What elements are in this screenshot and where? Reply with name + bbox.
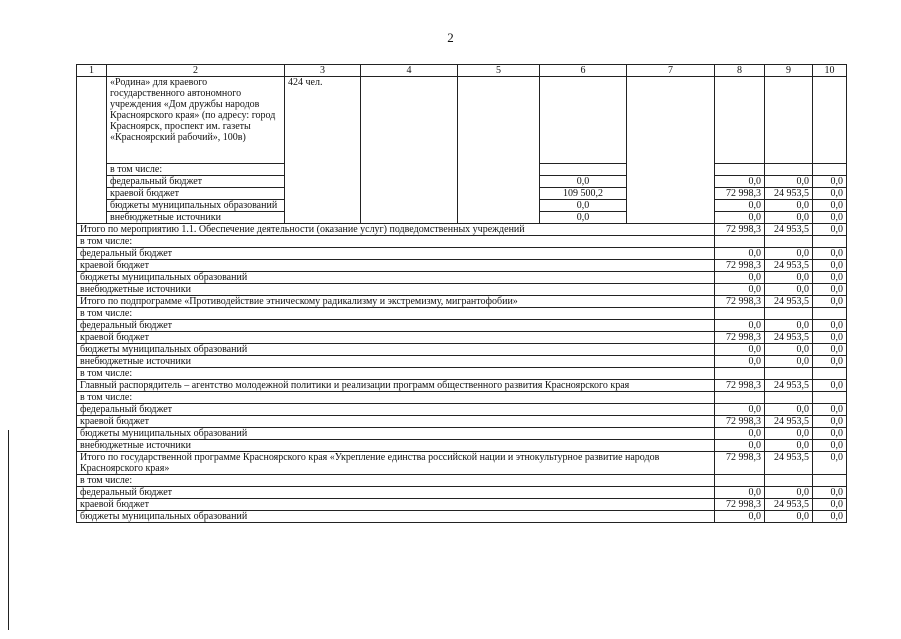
summary-row: [77, 284, 847, 296]
col10-value: 0,0: [813, 260, 847, 272]
col9-value: 0,0: [765, 356, 813, 368]
col9-value: 0,0: [765, 344, 813, 356]
col10-value: 0,0: [813, 440, 847, 452]
col8-value: 0,0: [715, 284, 765, 296]
summary-row: [77, 475, 847, 487]
col6-value: 0,0: [540, 200, 627, 212]
budget-table: [76, 64, 847, 523]
col10-value: 0,0: [813, 452, 847, 475]
summary-row: [77, 356, 847, 368]
empty-cell: [627, 77, 715, 224]
page-number: 2: [447, 30, 454, 45]
col9-value: 0,0: [765, 212, 813, 224]
object-row: [77, 77, 847, 164]
summary-row: [77, 487, 847, 499]
summary-row: [77, 428, 847, 440]
col10-value: [813, 475, 847, 487]
column-number: 6: [540, 65, 627, 77]
col9-value: 24 953,5: [765, 224, 813, 236]
empty-cell: [77, 77, 107, 224]
col9-value: 0,0: [765, 248, 813, 260]
col10-value: 0,0: [813, 320, 847, 332]
col10-value: [813, 236, 847, 248]
col10-value: 0,0: [813, 344, 847, 356]
column-number: 9: [765, 65, 813, 77]
summary-row: [77, 332, 847, 344]
column-number: 3: [285, 65, 361, 77]
col10-value: 0,0: [813, 176, 847, 188]
col8-value: 0,0: [715, 344, 765, 356]
summary-row: [77, 392, 847, 404]
col9-value: [765, 308, 813, 320]
col9-value: [765, 392, 813, 404]
col8-value: 0,0: [715, 428, 765, 440]
table-body: [77, 65, 847, 523]
empty-cell: [458, 77, 540, 224]
source-label: краевой бюджет: [107, 188, 285, 200]
column-number: 2: [107, 65, 285, 77]
col9-value: 0,0: [765, 440, 813, 452]
col9-value: 0,0: [765, 176, 813, 188]
col10-value: 0,0: [813, 188, 847, 200]
summary-label: федеральный бюджет: [77, 404, 715, 416]
col8-value: 0,0: [715, 248, 765, 260]
col8-value: 72 998,3: [715, 224, 765, 236]
col8-value: 72 998,3: [715, 296, 765, 308]
summary-row: [77, 499, 847, 511]
summary-label: в том числе:: [77, 368, 715, 380]
col10-value: [813, 308, 847, 320]
summary-label: бюджеты муниципальных образований: [77, 344, 715, 356]
summary-label: в том числе:: [77, 308, 715, 320]
summary-row: [77, 224, 847, 236]
col10-value: 0,0: [813, 296, 847, 308]
col10-value: 0,0: [813, 380, 847, 392]
col8-value: [715, 236, 765, 248]
col6-value: 109 500,2: [540, 188, 627, 200]
summary-row: [77, 511, 847, 523]
summary-row: [77, 248, 847, 260]
column-number: 7: [627, 65, 715, 77]
col10-value: 0,0: [813, 224, 847, 236]
col9-value: 24 953,5: [765, 188, 813, 200]
summary-label: Главный распорядитель – агентство молодежной политики и реализации программ общественного развития Красноярского края: [77, 380, 715, 392]
col8-value: [715, 308, 765, 320]
summary-label: федеральный бюджет: [77, 487, 715, 499]
col10-value: 0,0: [813, 487, 847, 499]
summary-row: [77, 344, 847, 356]
col8-value: [715, 475, 765, 487]
col9-value: 24 953,5: [765, 380, 813, 392]
summary-row: [77, 272, 847, 284]
summary-label: Итого по подпрограмме «Противодействие этническому радикализму и экстремизму, мигрантофобии»: [77, 296, 715, 308]
col8-value: 72 998,3: [715, 332, 765, 344]
source-label: в том числе:: [107, 164, 285, 176]
col6-value: [540, 164, 627, 176]
col9-value: 0,0: [765, 428, 813, 440]
col10-value: 0,0: [813, 416, 847, 428]
col9-value: 0,0: [765, 200, 813, 212]
empty-cell: [765, 77, 813, 164]
col10-value: 0,0: [813, 356, 847, 368]
col9-value: 24 953,5: [765, 499, 813, 511]
col8-value: 72 998,3: [715, 416, 765, 428]
column-number: 10: [813, 65, 847, 77]
col8-value: 0,0: [715, 487, 765, 499]
col10-value: [813, 164, 847, 176]
summary-label: краевой бюджет: [77, 416, 715, 428]
column-number: 8: [715, 65, 765, 77]
col9-value: [765, 164, 813, 176]
col8-value: 0,0: [715, 320, 765, 332]
summary-row: [77, 452, 847, 475]
col6-value: 0,0: [540, 176, 627, 188]
column-number: 5: [458, 65, 540, 77]
col9-value: [765, 475, 813, 487]
col8-value: 0,0: [715, 200, 765, 212]
object-description: «Родина» для краевого государственного автономного учреждения «Дом дружбы народов Красноярского края» (по адресу: город Красноярск, проспект им. газеты «Красноярский рабочий», 100в): [107, 77, 285, 164]
col9-value: 0,0: [765, 272, 813, 284]
summary-label: бюджеты муниципальных образований: [77, 511, 715, 523]
summary-label: бюджеты муниципальных образований: [77, 272, 715, 284]
summary-label: внебюджетные источники: [77, 284, 715, 296]
col9-value: 24 953,5: [765, 296, 813, 308]
source-label: бюджеты муниципальных образований: [107, 200, 285, 212]
col10-value: 0,0: [813, 272, 847, 284]
empty-cell: [361, 77, 458, 224]
summary-label: в том числе:: [77, 392, 715, 404]
col8-value: 0,0: [715, 176, 765, 188]
col9-value: 24 953,5: [765, 452, 813, 475]
source-label: внебюджетные источники: [107, 212, 285, 224]
empty-cell: [540, 77, 627, 164]
col9-value: [765, 368, 813, 380]
col10-value: [813, 368, 847, 380]
col10-value: 0,0: [813, 499, 847, 511]
col8-value: 72 998,3: [715, 499, 765, 511]
column-number: 1: [77, 65, 107, 77]
column-number: 4: [361, 65, 458, 77]
col8-value: 0,0: [715, 440, 765, 452]
empty-cell: [813, 77, 847, 164]
col8-value: 0,0: [715, 511, 765, 523]
col9-value: 0,0: [765, 511, 813, 523]
column-number-row: [77, 65, 847, 77]
summary-label: федеральный бюджет: [77, 320, 715, 332]
col8-value: 72 998,3: [715, 188, 765, 200]
col10-value: 0,0: [813, 212, 847, 224]
col8-value: 72 998,3: [715, 260, 765, 272]
col9-value: 0,0: [765, 284, 813, 296]
col8-value: 72 998,3: [715, 452, 765, 475]
col9-value: 0,0: [765, 404, 813, 416]
summary-row: [77, 260, 847, 272]
col9-value: 0,0: [765, 487, 813, 499]
summary-row: [77, 368, 847, 380]
col10-value: 0,0: [813, 404, 847, 416]
margin-line: [8, 430, 9, 630]
summary-label: краевой бюджет: [77, 499, 715, 511]
summary-label: федеральный бюджет: [77, 248, 715, 260]
col10-value: 0,0: [813, 511, 847, 523]
summary-label: краевой бюджет: [77, 332, 715, 344]
summary-label: в том числе:: [77, 236, 715, 248]
source-label: федеральный бюджет: [107, 176, 285, 188]
col8-value: [715, 392, 765, 404]
summary-label: Итого по государственной программе Красноярского края «Укрепление единства российской нации и этнокультурное развитие народов Красноярского края»: [77, 452, 715, 475]
object-capacity: 424 чел.: [285, 77, 361, 224]
col10-value: 0,0: [813, 332, 847, 344]
col9-value: [765, 236, 813, 248]
col9-value: 24 953,5: [765, 416, 813, 428]
summary-row: [77, 440, 847, 452]
summary-label: внебюджетные источники: [77, 440, 715, 452]
col10-value: 0,0: [813, 284, 847, 296]
col9-value: 24 953,5: [765, 332, 813, 344]
col10-value: [813, 392, 847, 404]
summary-label: бюджеты муниципальных образований: [77, 428, 715, 440]
col10-value: 0,0: [813, 200, 847, 212]
summary-label: Итого по мероприятию 1.1. Обеспечение деятельности (оказание услуг) подведомственных учреждений: [77, 224, 715, 236]
col8-value: 0,0: [715, 404, 765, 416]
summary-row: [77, 404, 847, 416]
col10-value: 0,0: [813, 428, 847, 440]
col8-value: 0,0: [715, 212, 765, 224]
col9-value: 0,0: [765, 320, 813, 332]
summary-label: краевой бюджет: [77, 260, 715, 272]
col8-value: 72 998,3: [715, 380, 765, 392]
col9-value: 24 953,5: [765, 260, 813, 272]
col6-value: 0,0: [540, 212, 627, 224]
summary-row: [77, 236, 847, 248]
empty-cell: [715, 77, 765, 164]
summary-row: [77, 296, 847, 308]
summary-row: [77, 320, 847, 332]
col8-value: [715, 164, 765, 176]
col10-value: 0,0: [813, 248, 847, 260]
summary-label: внебюджетные источники: [77, 356, 715, 368]
col8-value: 0,0: [715, 356, 765, 368]
summary-row: [77, 416, 847, 428]
col8-value: 0,0: [715, 272, 765, 284]
summary-row: [77, 308, 847, 320]
summary-label: в том числе:: [77, 475, 715, 487]
col8-value: [715, 368, 765, 380]
summary-row: [77, 380, 847, 392]
